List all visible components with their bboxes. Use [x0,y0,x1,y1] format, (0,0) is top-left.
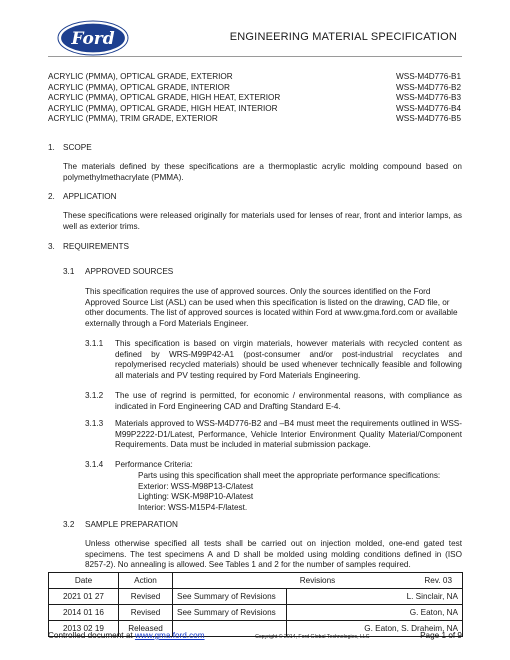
copyright-notice: Copyright © 2014, Ford Global Technologies, LLC [255,634,370,640]
product-list [48,72,462,125]
section-title: REQUIREMENTS [63,242,129,251]
clause-number: 3.1.3 [85,419,104,428]
application-paragraph: These specifications were released originally for materials used for lenses of rear, front and interior lamps, as well as exterior trims. [63,211,462,231]
section-title: SCOPE [63,143,92,152]
cell-date: 2013 02 19 [49,621,119,637]
performance-criteria-line: Interior: WSS-M15P4-F/latest. [138,502,248,512]
section-number: 1. [48,143,55,152]
document-title: ENGINEERING MATERIAL SPECIFICATION [229,31,457,43]
product-code: WSS-M4D776-B1 [396,72,462,81]
product-code: WSS-M4D776-B5 [396,114,462,124]
clause-number: 3.1.2 [85,391,104,400]
subsection-number: 3.1 [63,267,75,276]
product-name: ACRYLIC (PMMA), TRIM GRADE, EXTERIOR [48,114,218,124]
product-name: ACRYLIC (PMMA), OPTICAL GRADE, HIGH HEAT, INTERIOR [48,103,278,113]
gma-link[interactable]: www.gma.ford.com [134,631,205,640]
controlled-document-note [48,631,205,640]
cell-action: Revised [119,605,173,621]
section-scope-heading [48,143,92,154]
subsection-approved-sources-heading [63,267,174,278]
column-header-revisions [173,573,463,589]
product-code: WSS-M4D776-B4 [396,103,462,113]
header-divider [48,56,462,57]
page-footer [48,631,462,640]
column-header-date: Date [49,573,119,589]
cell-date: 2021 01 27 [49,589,119,605]
cell-revisions: See Summary of Revisions [173,605,287,621]
subsection-title: APPROVED SOURCES [85,267,174,276]
product-code: WSS-M4D776-B3 [396,93,462,103]
section-number: 3. [48,242,55,251]
section-title: APPLICATION [63,192,117,201]
clause-3-1-3-text: Materials approved to WSS-M4D776-B2 and –B4 must meet the requirements outlined in WSS-M99P2222-D1/Latest, Performance, Vehicle Interior Environment Quality Material/Component Requirements. Data must be included in material submission package. [115,419,462,450]
product-name: ACRYLIC (PMMA), OPTICAL GRADE, EXTERIOR [48,72,233,81]
approved-sources-paragraph: This specification requires the use of approved sources. Only the sources identified on the Ford Approved Source List (ASL) can be used when this specification is listed on the drawing, CAD file, or other documents. The list of approved sources is located within Ford at www.gma.ford.com or available externally through a Ford Materials Engineer. [85,287,458,328]
section-requirements-heading [48,242,129,253]
scope-paragraph: The materials defined by these specifications are a thermoplastic acrylic molding compound based on polymethylmethacrylate (PMMA). [63,162,462,182]
revision-table-header [49,573,463,589]
cell-date: 2014 01 16 [49,605,119,621]
clause-number: 3.1.1 [85,339,104,348]
performance-criteria-line: Lighting: WSK-M98P10-A/latest [138,492,254,502]
product-row [48,114,462,125]
performance-criteria-list [138,471,462,513]
clause-number: 3.1.4 [85,460,104,469]
section-application-heading [48,192,117,203]
clause-3-1-4-title: Performance Criteria: [115,460,193,469]
subsection-title: SAMPLE PREPARATION [85,520,178,529]
clause-3-1-2-text: The use of regrind is permitted, for economic / environmental reasons, with compliance as indicated in Ford Engineering CAD and Drafting Standard E-4. [115,391,462,411]
revision-table [48,572,463,637]
subsection-number: 3.2 [63,520,75,529]
cell-author: G. Eaton, NA [287,605,463,621]
page-number: Page 1 of 9 [420,631,462,640]
product-row [48,93,462,104]
cell-revisions: See Summary of Revisions [173,589,287,605]
clause-3-1-1-text: This specification is based on virgin materials, however materials with recycled content as defined by WRS-M99P42-A1 (post-consumer and/or post-industrial recyclates and repolymerised recycled materials) should be used whenever technically feasible and following all materials and PV testing required by Ford Materials Engineering. [115,339,462,380]
product-name: ACRYLIC (PMMA), OPTICAL GRADE, INTERIOR [48,82,230,92]
product-name: ACRYLIC (PMMA), OPTICAL GRADE, HIGH HEAT, EXTERIOR [48,93,281,103]
performance-criteria-line: Parts using this specification shall meet the appropriate performance specifications: [138,471,441,480]
section-number: 2. [48,192,55,201]
revisions-label: Revisions [299,576,336,585]
cell-action: Revised [119,589,173,605]
table-row [49,589,463,605]
sample-preparation-paragraph: Unless otherwise specified all tests shall be carried out on injection molded, one-end gated test specimens. The test specimens A and D shall be molded using molding conditions defined in (ISO 8257-2). No annealing is allowed. See Tables 1 and 2 for the number of samples required. [85,539,462,570]
product-code: WSS-M4D776-B2 [396,82,462,92]
cell-action: Released [119,621,173,637]
controlled-document-prefix: Controlled document at [48,631,135,640]
column-header-action: Action [119,573,173,589]
ford-logo [57,20,129,56]
performance-criteria-line: Exterior: WSS-M98P13-C/latest [138,481,254,491]
product-row [48,83,462,94]
revision-number: Rev. 03 [424,576,452,585]
cell-author: L. Sinclair, NA [287,589,463,605]
cell-author: G. Eaton, S. Draheim, NA [287,621,463,637]
logo-lettering: Ford [71,29,115,49]
subsection-sample-preparation-heading [63,520,178,531]
product-row [48,104,462,115]
product-row [48,72,462,83]
table-row [49,605,463,621]
